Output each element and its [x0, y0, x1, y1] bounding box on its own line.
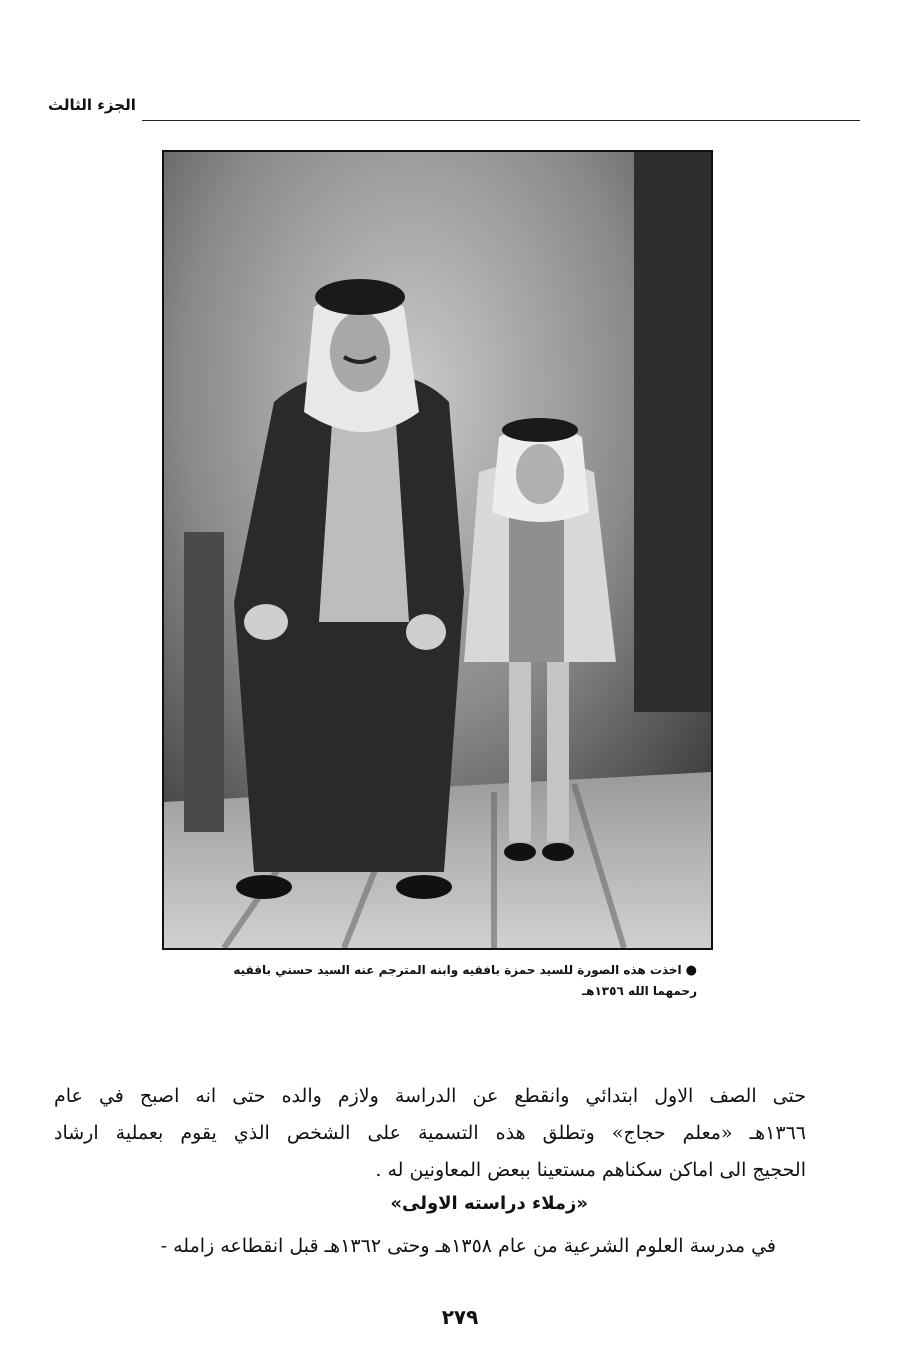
man-left-shoe — [236, 875, 292, 899]
section-heading: «زملاء دراسته الاولى» — [390, 1193, 588, 1214]
body-line-3: الحجيج الى اماكن سكناهم مستعينا ببعض المعاونين له . — [375, 1159, 806, 1181]
body-line-2: ١٣٦٦هـ «معلم حجاج» وتطلق هذه التسمية على الشخص الذي يقوم بعملية ارشاد — [54, 1122, 806, 1144]
child-face — [516, 444, 564, 504]
chair — [184, 532, 224, 832]
photo-caption — [180, 960, 697, 1001]
child-right-shoe — [542, 843, 574, 861]
body-line-1: حتى الصف الاول ابتدائي وانقطع عن الدراسة ولازم والده حتى انه اصبح في عام — [54, 1085, 806, 1107]
man-left-hand — [244, 604, 288, 640]
body-paragraph — [54, 1078, 806, 1189]
child-agal — [502, 418, 578, 442]
page-number: ٢٧٩ — [441, 1305, 479, 1329]
child-right-leg — [547, 662, 569, 842]
man-face — [330, 312, 390, 392]
man-right-shoe — [396, 875, 452, 899]
photo-illustration — [164, 152, 711, 948]
body-line-after-heading: في مدرسة العلوم الشرعية من عام ١٣٥٨هـ وحتى ١٣٦٢هـ قبل انقطاعه زامله - — [160, 1235, 776, 1257]
caption-line-1 — [180, 960, 697, 981]
header-rule — [142, 120, 860, 121]
child-left-shoe — [504, 843, 536, 861]
dark-panel — [634, 152, 711, 712]
caption-bullet: ● — [685, 963, 697, 978]
child-left-leg — [509, 662, 531, 842]
caption-text-1: اخذت هذه الصورة للسيد حمزة بافقيه وابنه المترجم عنه السيد حسني بافقيه — [233, 963, 682, 977]
running-header-title: الجزء الثالث — [48, 96, 136, 114]
caption-line-2: رحمهما الله ١٣٥٦هـ — [582, 984, 697, 998]
man-agal — [315, 279, 405, 315]
photograph — [162, 150, 713, 950]
man-right-hand — [406, 614, 446, 650]
